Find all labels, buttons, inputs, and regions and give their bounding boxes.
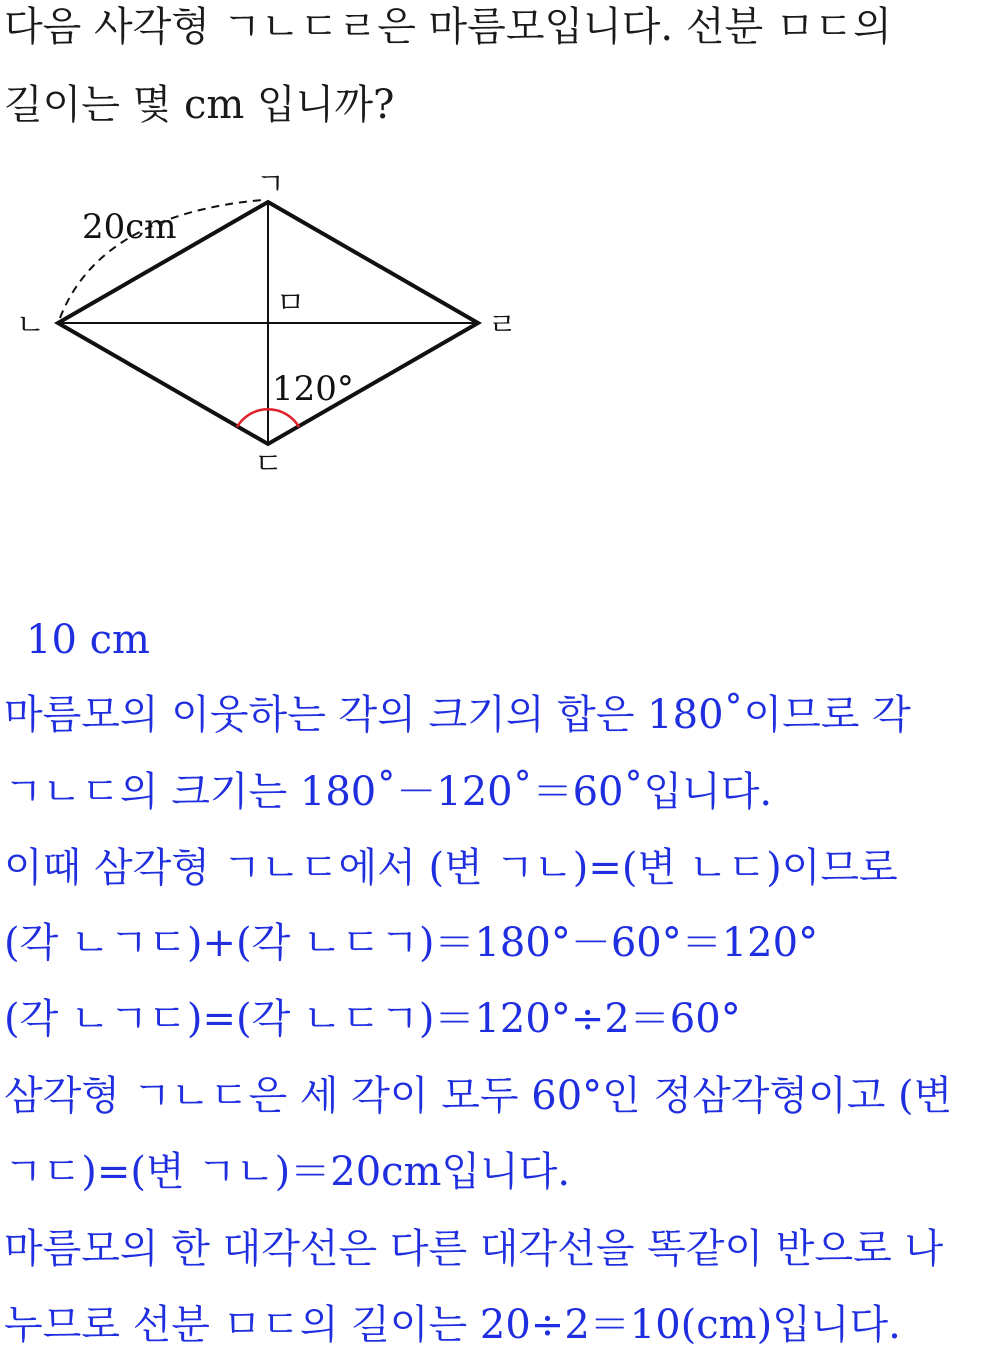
- explanation-line-8: 마름모의 한 대각선은 다른 대각선을 똑같이 반으로 나: [4, 1226, 944, 1272]
- explanation-line-3: 이때 삼각형 ㄱㄴㄷ에서 (변 ㄱㄴ)=(변 ㄴㄷ)이므로: [4, 845, 898, 891]
- question-line-2: 길이는 몇 cm 입니까?: [4, 82, 395, 128]
- explanation-line-6: 삼각형 ㄱㄴㄷ은 세 각이 모두 60°인 정삼각형이고 (변: [4, 1073, 953, 1119]
- explanation-line-4: (각 ㄴㄱㄷ)+(각 ㄴㄷㄱ)＝180°－60°＝120°: [4, 920, 819, 966]
- explanation-line-5: (각 ㄴㄱㄷ)=(각 ㄴㄷㄱ)＝120°÷2＝60°: [4, 996, 741, 1042]
- explanation-line-2: ㄱㄴㄷ의 크기는 180˚－120˚＝60˚입니다.: [4, 769, 773, 815]
- center-label: ㅁ: [276, 286, 305, 321]
- answer-value: 10 cm: [26, 617, 150, 663]
- angle-label: 120°: [272, 369, 354, 409]
- explanation-line-1: 마름모의 이웃하는 각의 크기의 합은 180˚이므로 각: [4, 692, 911, 738]
- explanation-line-9: 누므로 선분 ㅁㄷ의 길이는 20÷2＝10(cm)입니다.: [4, 1302, 901, 1348]
- vertex-label-bottom: ㄷ: [254, 447, 283, 482]
- question-line-1: 다음 사각형 ㄱㄴㄷㄹ은 마름모입니다. 선분 ㅁㄷ의: [4, 4, 892, 50]
- vertex-label-right: ㄹ: [488, 308, 517, 343]
- explanation-line-7: ㄱㄷ)=(변 ㄱㄴ)＝20cm입니다.: [4, 1149, 571, 1195]
- vertex-label-top: ㄱ: [256, 167, 285, 202]
- vertex-label-left: ㄴ: [16, 308, 45, 343]
- rhombus-figure: [0, 160, 560, 490]
- side-length-label: 20cm: [82, 207, 177, 247]
